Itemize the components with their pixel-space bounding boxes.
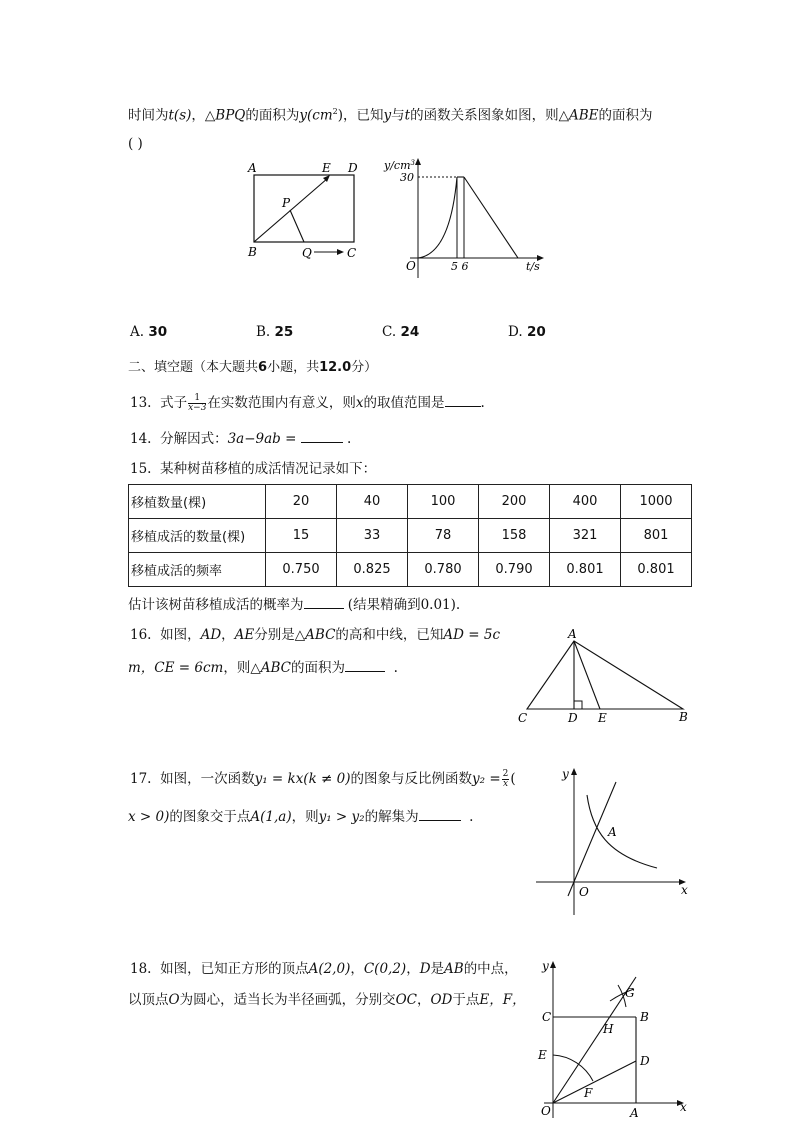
- label-q: Q: [302, 246, 312, 260]
- line-fall: [464, 177, 518, 258]
- label-e: E: [538, 1048, 547, 1062]
- q14-expression: 3a−9ab =: [227, 431, 297, 447]
- table-cell: 78: [408, 519, 479, 553]
- label-b: B: [679, 710, 688, 724]
- q12-answer-paren: ( ): [128, 136, 143, 152]
- q14-answer-blank[interactable]: [301, 428, 343, 443]
- q12-line1: [128, 103, 653, 125]
- curve-y2: [587, 795, 657, 868]
- q17-line1: 17. 如图，一次函数y₁ = kx(k ≠ 0)的图象与反比例函数y₂ = $\frac{2}{x}$ (: [130, 769, 516, 789]
- q12-triangle-abe: △ABE: [558, 107, 599, 124]
- label-a: A: [568, 627, 577, 641]
- q12-text: 时间为: [128, 107, 169, 124]
- table-row: [129, 553, 692, 587]
- label-p: P: [282, 196, 291, 210]
- table-cell: 0.801: [621, 553, 692, 587]
- origin-label: O: [406, 259, 416, 273]
- q12-text: ，已知: [343, 107, 384, 124]
- q18-line1: 18. 如图，已知正方形的顶点A(2,0)，C(0,2)，D是AB的中点，: [130, 961, 518, 977]
- label-d: D: [348, 161, 358, 175]
- q16-answer-blank[interactable]: [345, 657, 385, 672]
- q12-t-s: t(s): [168, 107, 192, 124]
- option-d[interactable]: D. 20: [508, 324, 546, 340]
- label-x: x: [680, 1100, 687, 1114]
- table-cell: 40: [337, 485, 408, 519]
- y-axis-arrow-icon: [571, 768, 577, 775]
- q18-line2: 以顶点O为圆心，适当长为半径画弧，分别交OC，OD于点E，F，: [128, 992, 526, 1008]
- q12-text: 的面积为: [598, 107, 653, 124]
- label-y: y: [542, 959, 549, 973]
- q18-number: 18.: [130, 961, 152, 977]
- q12-y-cm2: y(cm: [299, 107, 333, 124]
- q17-line2: x > 0)的图象交于点A(1,a)，则y₁ > y₂的解集为 .: [128, 806, 473, 826]
- q12-text: 与: [391, 107, 405, 124]
- label-a: A: [630, 1106, 639, 1120]
- label-h: H: [603, 1022, 614, 1036]
- right-angle-mark: [574, 701, 582, 709]
- table-header-cell: 移植成活的频率: [129, 553, 266, 587]
- table-row: [129, 485, 692, 519]
- q16-line2: m，CE = 6cm，则△ABC的面积为 .: [128, 657, 398, 677]
- label-e: E: [598, 711, 607, 725]
- label-f: F: [584, 1086, 593, 1100]
- q12-square: 2: [332, 107, 338, 116]
- q12-rect-figure: [240, 158, 370, 264]
- table-cell: 0.750: [266, 553, 337, 587]
- label-a: A: [608, 825, 617, 839]
- table-cell: 100: [408, 485, 479, 519]
- x-ticks-5-6: 5 6: [451, 260, 469, 273]
- q15-answer-blank[interactable]: [304, 594, 344, 609]
- rect-abcd: [254, 175, 354, 242]
- y-axis-arrow-icon: [415, 158, 421, 165]
- q17-fraction: $\frac{2}{x}$: [502, 769, 509, 789]
- q17-answer-blank[interactable]: [419, 806, 461, 821]
- arrow-qc-icon: [337, 249, 344, 255]
- option-b[interactable]: B. 25: [256, 324, 294, 340]
- q15-after: 估计该树苗移植成活的概率为 (结果精确到0.01).: [128, 594, 460, 614]
- y-tick-30: 30: [400, 171, 414, 184]
- q16-line1: 16. 如图，AD，AE分别是△ABC的高和中线，已知AD = 5c: [130, 627, 501, 643]
- q12-triangle-bpq: △BPQ: [204, 107, 246, 124]
- table-cell: 0.790: [479, 553, 550, 587]
- q12-comma: ，: [191, 107, 205, 124]
- label-y: y: [562, 767, 569, 781]
- label-o: O: [541, 1104, 551, 1118]
- line-y1: [568, 782, 616, 896]
- q13-fraction: $\frac{1}{x-3}$: [188, 393, 207, 413]
- table-header-cell: 移植数量(棵): [129, 485, 266, 519]
- q16-figure: [510, 626, 700, 726]
- q16-number: 16.: [130, 627, 152, 643]
- table-cell: 200: [479, 485, 550, 519]
- label-x: x: [681, 883, 688, 897]
- q12-text: 的函数关系图象如图，则: [410, 107, 559, 124]
- q17-figure: [532, 760, 692, 920]
- q17-number: 17.: [130, 771, 152, 787]
- q15-table: [128, 484, 692, 587]
- option-c[interactable]: C. 24: [382, 324, 420, 340]
- label-b: B: [248, 245, 257, 259]
- table-cell: 801: [621, 519, 692, 553]
- arc-ef: [553, 1055, 593, 1081]
- table-header-cell: 移植成活的数量(棵): [129, 519, 266, 553]
- table-cell: 0.780: [408, 553, 479, 587]
- table-cell: 321: [550, 519, 621, 553]
- table-cell: 15: [266, 519, 337, 553]
- section2-title: 二、填空题（本大题共6小题，共12.0分）: [128, 360, 378, 375]
- segment-od: [553, 1061, 636, 1103]
- x-axis-label: t/s: [526, 260, 540, 273]
- label-c: C: [518, 711, 528, 725]
- label-b: B: [640, 1010, 649, 1024]
- table-cell: 400: [550, 485, 621, 519]
- label-c: C: [542, 1010, 552, 1024]
- y-axis-label: $y/cm^3$: [384, 159, 415, 172]
- table-cell: 0.825: [337, 553, 408, 587]
- segment-pq: [290, 210, 304, 242]
- q15: 15. 某种树苗移植的成活情况记录如下：: [130, 461, 377, 477]
- label-o: O: [579, 885, 589, 899]
- triangle-abc: [527, 641, 683, 709]
- label-g: G: [625, 986, 635, 1000]
- q12-graph-figure: [380, 150, 550, 282]
- q18-figure: [530, 955, 694, 1123]
- q13: 13. 式子 $\frac{1}{x-3}$ 在实数范围内有意义，则x的取值范围是 .: [130, 393, 485, 413]
- y-axis-arrow-icon: [550, 961, 556, 968]
- q13-answer-blank[interactable]: [445, 392, 481, 407]
- median-ae: [574, 641, 600, 709]
- label-a: A: [248, 161, 257, 175]
- table-row: [129, 519, 692, 553]
- q12-t: t: [404, 107, 411, 124]
- table-cell: 33: [337, 519, 408, 553]
- q12-paren: ): [337, 107, 343, 124]
- q12-y: y: [383, 107, 392, 124]
- table-cell: 20: [266, 485, 337, 519]
- segment-be: [254, 178, 328, 242]
- label-c: C: [347, 246, 357, 260]
- q15-number: 15.: [130, 461, 152, 477]
- label-e: E: [322, 161, 331, 175]
- table-cell: 1000: [621, 485, 692, 519]
- q14: 14. 分解因式：3a−9ab = .: [130, 428, 351, 448]
- q12-text: 的面积为: [245, 107, 300, 124]
- q14-number: 14.: [130, 431, 152, 447]
- table-cell: 158: [479, 519, 550, 553]
- curve-rise: [418, 177, 457, 258]
- option-a[interactable]: A. 30: [130, 324, 168, 340]
- table-cell: 0.801: [550, 553, 621, 587]
- q13-number: 13.: [130, 395, 152, 411]
- label-d: D: [640, 1054, 650, 1068]
- label-d: D: [568, 711, 578, 725]
